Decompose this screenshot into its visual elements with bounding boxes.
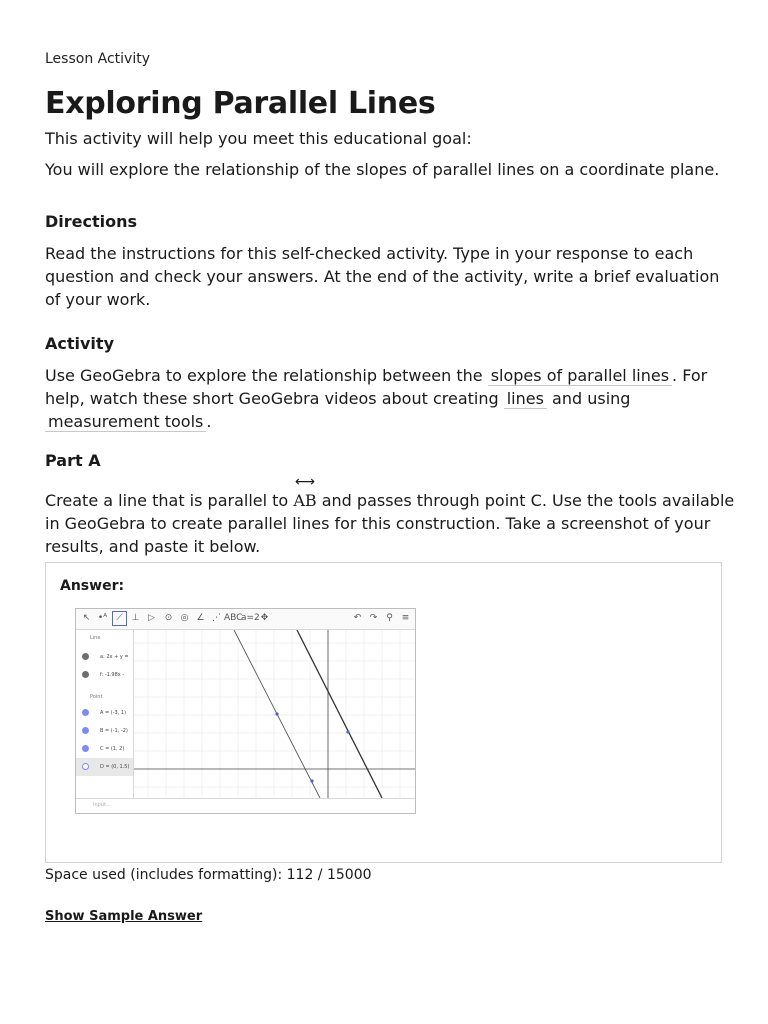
polygon-tool-icon: ▷ [148,613,155,623]
learning-goal: You will explore the relationship of the slopes of parallel lines on a coordinate plane. [45,160,720,179]
slider-tool-icon: a=2 [241,613,260,623]
algebra-line-a-text: a: 2x + y = [100,654,129,660]
point-tool-icon: •ᴬ [97,613,108,623]
algebra-point-a-text: A = (-3, 1) [100,710,127,716]
intro-lead: This activity will help you meet this educational goal: [45,129,472,148]
page-title: Exploring Parallel Lines [45,86,436,121]
perpendicular-tool-icon: ⊥ [131,613,140,623]
part-a-text [45,474,735,558]
lines-video-link[interactable]: lines [504,389,547,409]
circle-tool-icon: ⊙ [164,613,173,623]
visibility-dot-icon [82,671,89,678]
activity-text [45,364,735,433]
geogebra-input-bar [76,798,415,814]
algebra-point-c [76,740,133,758]
activity-text-1: Use GeoGebra to explore the relationship between the [45,366,483,385]
algebra-point-d-text: D = (0, 1.5) [100,764,130,770]
activity-text-3: and using [552,389,631,408]
geogebra-toolbar [76,609,415,630]
slopes-link[interactable]: slopes of parallel lines [488,366,672,386]
directions-text: Read the instructions for this self-checked activity. Type in your response to each question and check your answers. At the end of the activity, write a brief evaluation of your work. [45,244,720,309]
activity-text-2: . For help, watch these short GeoGebra videos about creating [45,366,708,408]
line-arrow-symbol: ⟷ [294,474,315,490]
menu-icon: ≡ [401,613,410,623]
undo-icon: ↶ [353,613,362,623]
algebra-view [76,630,134,798]
grid-lines [134,630,415,798]
algebra-point-b [76,722,133,740]
geogebra-screenshot [75,608,416,814]
reflect-tool-icon: ⋰ [212,613,221,623]
visibility-dot-icon [82,745,89,752]
text-tool-icon: ABC [224,613,243,623]
answer-box[interactable] [45,562,722,863]
algebra-heading-point: Point [90,694,103,700]
visibility-dot-icon [82,763,89,770]
algebra-line-a [76,648,133,666]
algebra-point-b-text: B = (-1, -2) [100,728,128,734]
activity-text-4: . [206,412,212,431]
activity-heading: Activity [45,334,114,353]
line-ab-label: AB [293,491,317,510]
part-a-text-2: and passes through point C. Use the tools available in GeoGebra to create parallel lines for this construction. Take a screenshot of your results, and paste it below. [45,491,735,556]
line-ab-notation [293,474,317,512]
algebra-line-f [76,666,133,684]
move-graphics-icon: ✥ [260,613,269,623]
line-tool-icon: ⟋ [112,611,127,626]
space-used-counter: Space used (includes formatting): 112 / 15000 [45,867,372,883]
point-c [346,730,349,733]
show-sample-answer-link[interactable]: Show Sample Answer [45,909,203,924]
visibility-dot-icon [82,727,89,734]
angle-tool-icon: ∠ [196,613,205,623]
visibility-dot-icon [82,653,89,660]
part-a-text-1: Create a line that is parallel to [45,491,289,510]
lesson-kicker: Lesson Activity [45,51,150,67]
algebra-point-a [76,704,133,722]
algebra-heading-line: Line [90,635,101,641]
measurement-tools-link[interactable]: measurement tools [45,412,206,432]
algebra-line-f-text: f: -1.98x - [100,672,125,678]
redo-icon: ↷ [369,613,378,623]
move-tool-icon: ↖ [82,613,91,623]
directions-heading: Directions [45,212,138,231]
ellipse-tool-icon: ◎ [180,613,189,623]
answer-label: Answer: [60,578,125,594]
point-a [275,712,278,715]
search-icon: ⚲ [386,613,393,623]
graphics-view [134,630,415,798]
visibility-dot-icon [82,709,89,716]
input-placeholder: Input... [93,802,111,808]
part-a-heading: Part A [45,451,101,470]
algebra-point-c-text: C = (1, 2) [100,746,125,752]
point-b [310,779,313,782]
algebra-point-d [76,758,133,776]
